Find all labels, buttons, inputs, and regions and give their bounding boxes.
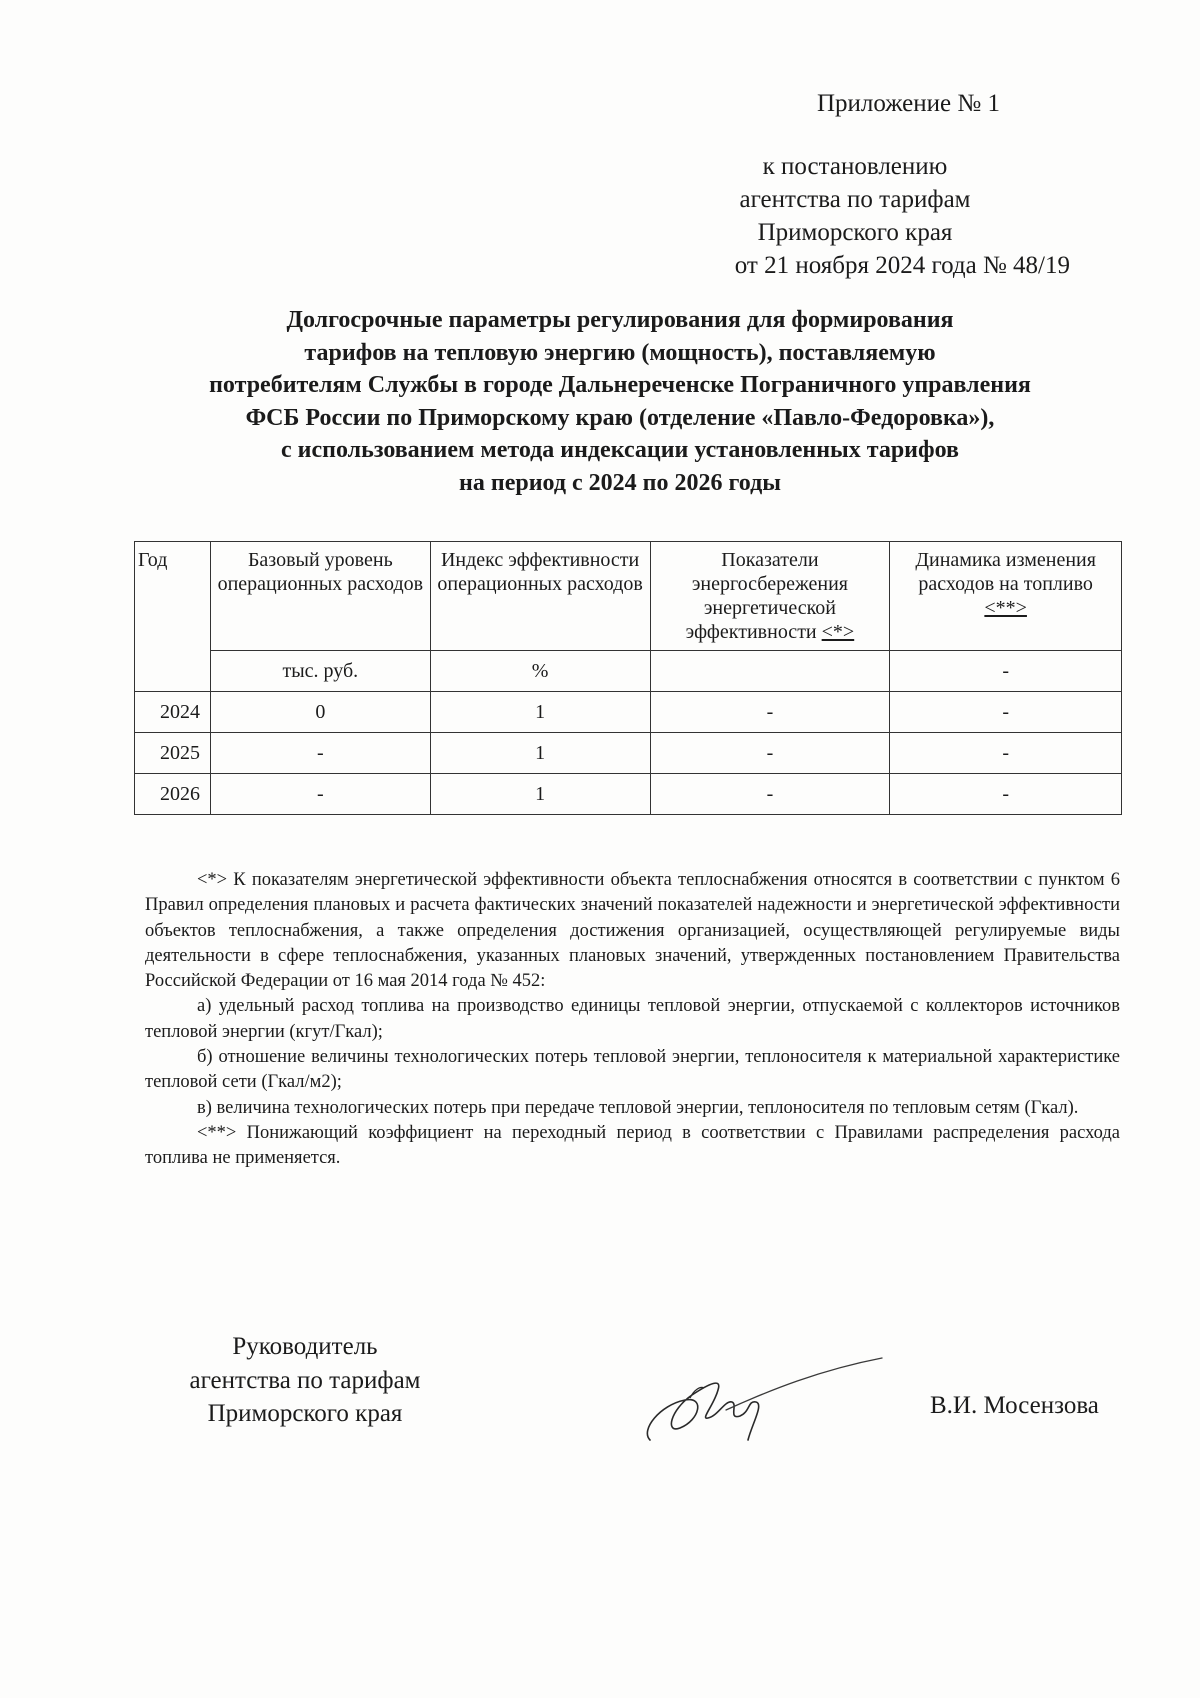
parameters-table (134, 541, 1122, 815)
title-line: Долгосрочные параметры регулирования для формирования (286, 307, 954, 333)
title-line: тарифов на тепловую энергию (мощность), поставляемую (304, 339, 936, 366)
cell-base-level: 0 (210, 692, 430, 733)
signer-name: В.И. Мосензова (930, 1392, 1099, 1419)
header-year: Год (135, 542, 211, 692)
header-energy-saving (650, 542, 890, 651)
footnote-item-a: а) удельный расход топлива на производство единицы тепловой энергии, отпускаемой с коллекторов источников тепловой энергии (кгут/Гкал); (145, 996, 1120, 1042)
title-line: с использованием метода индексации установленных тарифов (281, 437, 959, 463)
cell-year: 2025 (135, 733, 211, 774)
header-energy-saving-text: Показатели энергосбережения энергетической эффективности (685, 549, 849, 643)
table-row (135, 733, 1122, 774)
cell-fuel-dynamics: - (890, 774, 1122, 815)
unit-efficiency-index: % (430, 651, 650, 692)
header-fuel-dynamics (890, 542, 1122, 651)
table-header-row (135, 542, 1122, 651)
cell-efficiency-index: 1 (430, 692, 650, 733)
cell-energy-saving: - (650, 733, 890, 774)
footnote-2: <**> Понижающий коэффициент на переходный период в соответствии с Правилами распределения расхода топлива не применяется. (145, 1122, 1120, 1169)
resolution-reference (640, 150, 1070, 282)
footnote-1: <*> К показателям энергетической эффективности объекта теплоснабжения относятся в соответствии с пунктом 6 Правил определения плановых и расчета фактических значений показателей надежности и энергетической эффективности объектов теплоснабжения, а также определения достижения организацией, осуществляющей регулируемые виды деятельности в сфере теплоснабжения, указанных плановых значений, утвержденных постановлением Правительства Российской Федерации от 16 мая 2014 года № 452: (145, 870, 1120, 992)
resolution-line: к постановлению (762, 153, 948, 180)
unit-fuel-dynamics: - (890, 651, 1122, 692)
unit-energy-saving (650, 651, 890, 692)
footnotes (145, 868, 1120, 1172)
cell-energy-saving: - (650, 692, 890, 733)
document-title (100, 304, 1140, 499)
footnote-ref-1: <*> (821, 621, 855, 643)
cell-base-level: - (210, 774, 430, 815)
footnote-item-c: в) величина технологических потерь при передаче тепловой энергии, теплоносителя по тепловым сетям (Гкал). (197, 1097, 1079, 1118)
signer-position-line: агентства по тарифам (189, 1366, 421, 1394)
cell-energy-saving: - (650, 774, 890, 815)
resolution-line: агентства по тарифам (739, 186, 971, 213)
cell-efficiency-index: 1 (430, 774, 650, 815)
table-row (135, 692, 1122, 733)
unit-base-level: тыс. руб. (210, 651, 430, 692)
header-efficiency-index: Индекс эффективности операционных расходов (430, 542, 650, 651)
cell-fuel-dynamics: - (890, 692, 1122, 733)
annex-label: Приложение № 1 (816, 90, 1000, 117)
cell-year: 2024 (135, 692, 211, 733)
cell-base-level: - (210, 733, 430, 774)
handwritten-signature (630, 1350, 890, 1450)
cell-efficiency-index: 1 (430, 733, 650, 774)
resolution-line: Приморского края (757, 219, 953, 246)
table-row (135, 774, 1122, 815)
cell-year: 2026 (135, 774, 211, 815)
footnote-ref-2: <**> (984, 597, 1027, 619)
title-line: на период с 2024 по 2026 годы (459, 469, 781, 496)
signer-position-line: Руководитель (232, 1333, 378, 1360)
title-line: ФСБ России по Приморскому краю (отделение «Павло-Федоровка»), (245, 404, 995, 431)
footnote-item-b: б) отношение величины технологических потерь тепловой энергии, теплоносителя к материальной характеристике тепловой сети (Гкал/м2); (145, 1047, 1120, 1093)
title-line: потребителям Службы в городе Дальнереченске Пограничного управления (209, 372, 1031, 398)
resolution-date: от 21 ноября 2024 года № 48/19 (734, 252, 1070, 279)
signer-position (160, 1330, 450, 1431)
units-row (135, 651, 1122, 692)
header-fuel-dynamics-text: Динамика изменения расходов на топливо (915, 549, 1096, 595)
header-base-level: Базовый уровень операционных расходов (210, 542, 430, 651)
signer-position-line: Приморского края (207, 1400, 403, 1427)
cell-fuel-dynamics: - (890, 733, 1122, 774)
